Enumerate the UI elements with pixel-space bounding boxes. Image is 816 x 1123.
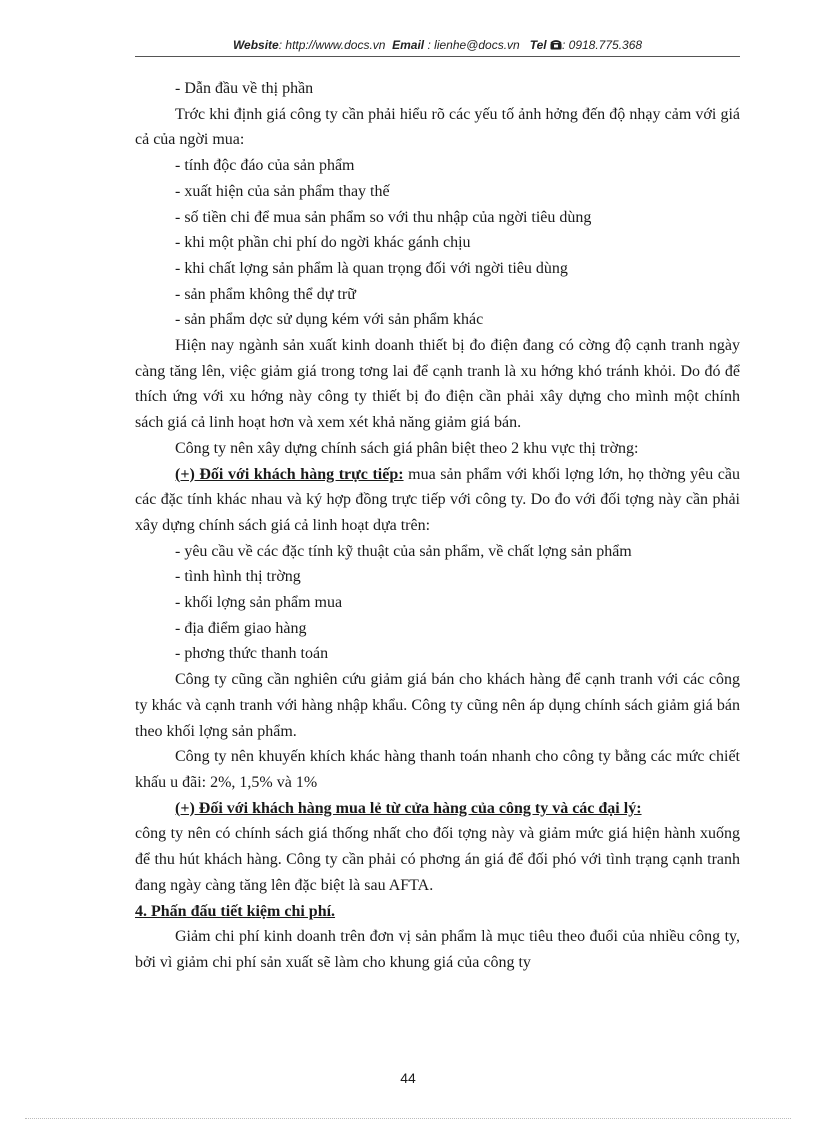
paragraph: công ty nên có chính sách giá thống nhất cho đối tợng này và giảm mức giá hiện hành xuống để thu hút khách hàng. Công ty cần phải có phơng án giá để đối phó với tình trạng cạnh tranh đang ngày càng tăng lên đặc biệt là sau AFTA. bbox=[135, 825, 740, 894]
paragraph: Công ty nên xây dựng chính sách giá phân biệt theo 2 khu vực thị trờng: bbox=[175, 439, 639, 457]
paragraph-text: mua sản phẩm với khối lợng lớn, họ thờng yêu cầu các đặc tính khác nhau và ký hợp đồng trực tiếp với công ty. Do đo với đối tợng này cần phải xây dựng chính sách giá cả linh hoạt dựa trên: bbox=[135, 465, 741, 534]
list-item: - tình hình thị trờng bbox=[175, 568, 301, 586]
list-item: - số tiền chi để mua sản phẩm so với thu nhập của ngời tiêu dùng bbox=[175, 208, 592, 226]
list-item: - phơng thức thanh toán bbox=[175, 645, 329, 663]
section-heading-text: 4. Phấn đấu tiết kiệm chi phí. bbox=[135, 902, 336, 920]
tel-value: : 0918.775.368 bbox=[561, 38, 643, 52]
phone-icon bbox=[550, 38, 562, 52]
paragraph: Công ty nên khuyến khích khác hàng thanh toán nhanh cho công ty bằng các mức chiết khấu u đãi: 2%, 1,5% và 1% bbox=[135, 748, 740, 791]
list-item: - xuất hiện của sản phẩm thay thế bbox=[175, 182, 390, 200]
tel-label: Tel bbox=[529, 38, 547, 52]
list-item: - sản phẩm dợc sử dụng kém với sản phẩm khác bbox=[175, 311, 484, 329]
email-label: Email bbox=[392, 38, 425, 52]
list-item: - tính độc đáo của sản phẩm bbox=[175, 157, 355, 175]
page-number: 44 bbox=[400, 1070, 416, 1086]
subsection-heading-text: (+) Đối với khách hàng mua lẻ từ cửa hàng của công ty và các đại lý: bbox=[175, 799, 642, 817]
document-body bbox=[135, 76, 740, 976]
subsection-heading: (+) Đối với khách hàng trực tiếp: bbox=[175, 465, 404, 483]
list-item: - yêu cầu về các đặc tính kỹ thuật của sản phẩm, về chất lợng sản phẩm bbox=[175, 542, 632, 560]
page-header bbox=[135, 38, 740, 52]
list-item: - khối lợng sản phẩm mua bbox=[175, 594, 343, 612]
text-line: - Dẫn đầu về thị phần bbox=[175, 80, 314, 97]
paragraph: Trớc khi định giá công ty cần phải hiểu rõ các yếu tố ảnh hởng đến độ nhạy cảm với giá cả của ngời mua: bbox=[135, 105, 740, 149]
header-divider bbox=[135, 56, 740, 57]
paragraph bbox=[135, 462, 740, 539]
website-value: : http://www.docs.vn bbox=[278, 38, 386, 52]
list-item: - địa điểm giao hàng bbox=[175, 619, 307, 637]
section-heading bbox=[135, 899, 740, 925]
website-label: Website bbox=[232, 38, 279, 52]
paragraph: Hiện nay ngành sản xuất kinh doanh thiết bị đo điện đang có cờng độ cạnh tranh ngày càng tăng lên, việc giảm giá trong tơng lai để cạnh tranh là xu hớng khó tránh khỏi. Do đó để thích ứng với xu hớng này công ty thiết bị đo điện cần phải xây dựng cho mình một chính sách giá cả linh hoạt hơn và xem xét khả năng giảm giá bán. bbox=[135, 337, 740, 432]
subsection-heading bbox=[135, 796, 740, 822]
page-bottom-border bbox=[25, 1118, 791, 1119]
list-item: - khi một phần chi phí do ngời khác gánh chịu bbox=[175, 234, 471, 252]
paragraph: Giảm chi phí kinh doanh trên đơn vị sản phẩm là mục tiêu theo đuổi của nhiều công ty, bởi vì giảm chi phí sản xuất sẽ làm cho khung giá của công ty bbox=[135, 928, 740, 971]
list-item: - khi chất lợng sản phẩm là quan trọng đối với ngời tiêu dùng bbox=[175, 259, 568, 277]
email-value: : lienhe@docs.vn bbox=[427, 38, 520, 52]
list-item: - sản phẩm không thể dự trữ bbox=[175, 285, 356, 303]
paragraph: Công ty cũng cần nghiên cứu giảm giá bán cho khách hàng để cạnh tranh với các công ty khác và cạnh tranh với hàng nhập khẩu. Công ty cũng nên áp dụng chính sách giảm giá bán theo khối lợng sản phẩm. bbox=[135, 671, 740, 740]
